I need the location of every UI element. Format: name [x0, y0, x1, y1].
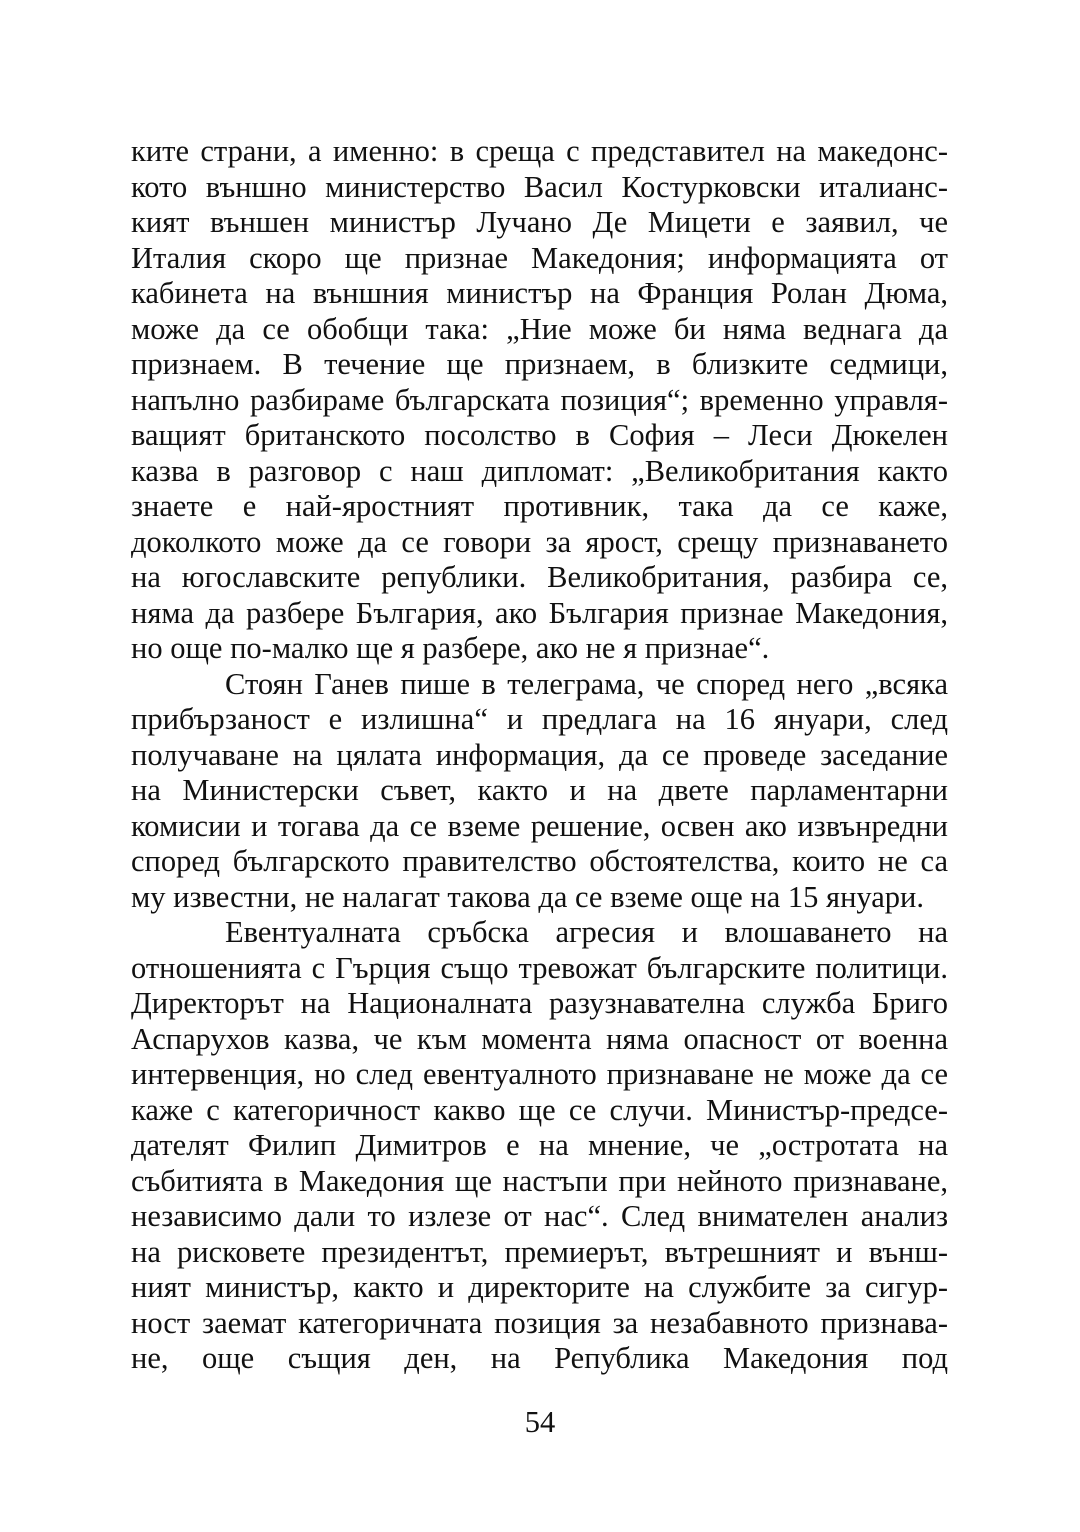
text-line: дателят Филип Димитров е на мнение, че „остротата на — [131, 1128, 948, 1162]
text-line: му известни, не налагат такова да се вземе още на 15 януари. — [131, 879, 924, 914]
text-line: не, още същия ден, на Република Македония под — [131, 1341, 948, 1375]
text-line: независимо дали то излезе от нас“. След внимателен анализ — [131, 1199, 948, 1233]
text-line: няма да разбере България, ако България признае Македония, — [131, 595, 948, 630]
text-line: казва в разговор с наш дипломат: „Великобритания както — [131, 453, 948, 488]
text-line: знаете е най-яростният противник, така да се каже, — [131, 489, 948, 523]
text-line: каже с категоричност какво ще се случи. Министър-предсе- — [131, 1092, 948, 1127]
text-line: ност заемат категоричната позиция за незабавното признава- — [131, 1305, 948, 1340]
text-line: комисии и тогава да се вземе решение, освен ако извънредни — [131, 808, 948, 843]
body-text — [131, 134, 948, 1377]
text-line: на югославските републики. Великобритания, разбира се, — [131, 560, 948, 594]
text-line: кото външно министерство Васил Костурковски италианс- — [131, 169, 948, 204]
text-line: получаване на цялата информация, да се проведе заседание — [131, 737, 948, 772]
paragraph — [131, 667, 948, 916]
paragraph — [131, 915, 948, 1377]
text-line: ващият британското посолство в София – Леси Дюкелен — [131, 418, 948, 452]
text-line: Директорът на Националната разузнавателна служба Бриго — [131, 986, 948, 1020]
text-line: доколкото може да се говори за ярост, срещу признаването — [131, 524, 948, 559]
text-line: отношенията с Гърция също тревожат българските политици. — [131, 950, 948, 985]
text-line: кабинета на външния министър на Франция Ролан Дюма, — [131, 276, 948, 310]
text-line: Италия скоро ще признае Македония; информацията от — [131, 240, 948, 275]
text-line: събитията в Македония ще настъпи при нейното признаване, — [131, 1163, 948, 1198]
text-line: на Министерски съвет, както и на двете парламентарни — [131, 773, 948, 807]
text-line: кият външен министър Лучано Де Мицети е заявил, че — [131, 205, 948, 239]
text-line: Стоян Ганев пише в телеграма, че според него „всяка — [225, 666, 948, 701]
text-line: ният министър, както и директорите на службите за сигур- — [131, 1270, 948, 1304]
text-line: на рисковете президентът, премиерът, вътрешният и външ- — [131, 1234, 948, 1269]
text-line: интервенция, но след евентуалното признаване не може да се — [131, 1057, 948, 1091]
text-line: признаем. В течение ще признаем, в близките седмици, — [131, 347, 948, 381]
text-line: Аспарухов казва, че към момента няма опасност от военна — [131, 1021, 948, 1056]
page-number: 54 — [524, 1405, 556, 1439]
text-line: Евентуалната сръбска агресия и влошаването на — [225, 915, 948, 949]
text-line: прибързаност е излишна“ и предлага на 16 януари, след — [131, 702, 948, 736]
text-line: може да се обобщи така: „Ние може би няма веднага да — [131, 311, 948, 346]
text-line: според българското правителство обстоятелства, които не са — [131, 844, 948, 878]
text-line: напълно разбираме българската позиция“; временно управля- — [131, 382, 948, 417]
text-line: но още по-малко ще я разбере, ако не я признае“. — [131, 631, 770, 665]
paragraph — [131, 134, 948, 667]
text-line: ките страни, а именно: в среща с представител на македонс- — [131, 134, 948, 168]
